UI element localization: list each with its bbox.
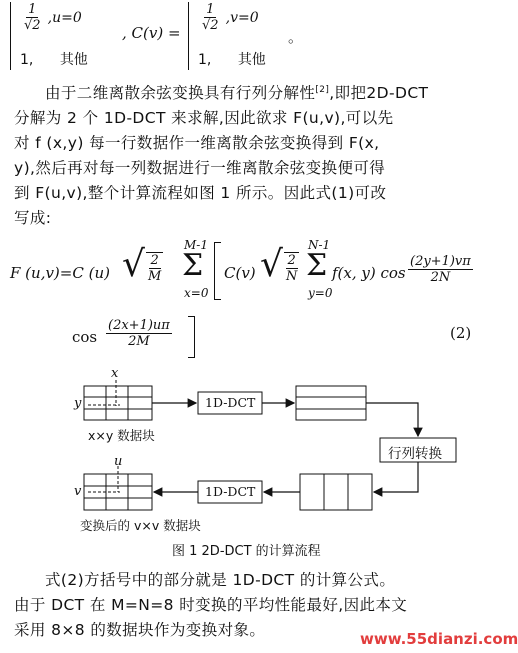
reference-2: [2] xyxy=(315,85,330,95)
c-v-case1-condition: ,v=0 xyxy=(225,10,259,26)
eq2-right-bracket xyxy=(188,316,195,358)
eq2-cos1-fraction: $\frac{(2y+1)v\pi}{2N}$ xyxy=(410,254,471,285)
formula-end-mark: 。 xyxy=(288,28,304,46)
eq2-sum1-top: M-1 xyxy=(184,238,208,252)
c-u-case2-value: 1, xyxy=(20,52,34,68)
eq2-lhs: F (u,v)=C (u) xyxy=(10,264,110,282)
c-v-label: , C(v) = xyxy=(122,24,181,42)
c-u-case1-fraction: $\frac{1}{√2}$ xyxy=(24,2,41,33)
label-u: u xyxy=(114,454,123,469)
eq2-sqrt1-fraction: $\frac{2}{M}$ xyxy=(148,253,162,284)
eq2-sum1-bottom: x=0 xyxy=(184,286,209,300)
eq2-sqrt2: √ xyxy=(260,244,283,285)
arrow-rows-to-transpose xyxy=(366,403,418,436)
para1-line6: 写成: xyxy=(14,209,52,228)
left-brace xyxy=(10,2,17,70)
dct-label-bottom: 1D-DCT xyxy=(205,484,256,499)
para1-line3: 对 f (x,y) 每一行数据作一维离散余弦变换得到 F(x, xyxy=(14,134,380,153)
input-data-block xyxy=(84,380,152,420)
para2-line3: 采用 8×8 的数据块作为变换对象。 xyxy=(14,621,266,639)
c-u-case2-condition: 其他 xyxy=(59,52,88,68)
watermark: www.55dianzi.com xyxy=(360,630,518,648)
eq2-cos2-fraction: $\frac{(2x+1)u\pi}{2M}$ xyxy=(108,318,170,349)
caption-output-block: 变换后的 v×v 数据块 xyxy=(80,518,201,533)
eq2-sum2-bottom: y=0 xyxy=(308,286,333,300)
label-v: v xyxy=(74,484,82,499)
figure-1 xyxy=(0,366,500,566)
eq2-left-bracket xyxy=(214,242,221,300)
row-transformed-block xyxy=(296,386,366,420)
para2-line1: 式(2)方括号中的部分就是 1D-DCT 的计算公式。 xyxy=(45,571,396,589)
c-v-case2-value: 1, xyxy=(198,52,212,68)
eq2-sum2-sigma: Σ xyxy=(306,248,328,283)
top-formula xyxy=(10,2,490,72)
figure-caption: 图 1 2D-DCT 的计算流程 xyxy=(172,544,321,559)
eq2-f-term: f(x, y) cos xyxy=(332,264,406,282)
para1-line1: 由于二维离散余弦变换具有行列分解性 xyxy=(45,84,316,103)
para1-line5: 到 F(u,v),整个计算流程如图 1 所示。因此式(1)可改 xyxy=(14,184,387,203)
eq2-number: (2) xyxy=(450,324,472,342)
c-v-case1-fraction: $\frac{1}{√2}$ xyxy=(202,2,219,33)
right-brace xyxy=(188,2,195,70)
c-u-case1-condition: ,u=0 xyxy=(47,10,82,26)
label-x: x xyxy=(111,366,119,381)
column-block xyxy=(300,474,372,510)
arrow-transpose-to-columns xyxy=(374,462,418,492)
eq2-inner-c: C(v) xyxy=(224,264,256,282)
eq2-sum1-sigma: Σ xyxy=(182,248,204,283)
eq2-sqrt1: √ xyxy=(122,244,145,285)
para1-line1-tail: ,即把2D-DCT xyxy=(329,84,429,103)
eq2-sqrt2-fraction: $\frac{2}{N}$ xyxy=(286,253,298,284)
transpose-label: 行列转换 xyxy=(388,446,442,462)
dct-label-top: 1D-DCT xyxy=(205,395,256,410)
equation-2 xyxy=(10,236,490,364)
output-data-block xyxy=(84,466,152,510)
label-y: y xyxy=(74,396,82,411)
c-v-case2-condition: 其他 xyxy=(237,52,266,68)
para1-line4: y),然后再对每一列数据进行一维离散余弦变换便可得 xyxy=(14,159,386,178)
para2-line2: 由于 DCT 在 M=N=8 时变换的平均性能最好,因此本文 xyxy=(14,596,408,614)
paragraph-1 xyxy=(14,78,488,231)
eq2-sum2-top: N-1 xyxy=(308,238,331,252)
caption-input-block: x×y 数据块 xyxy=(88,428,155,443)
eq2-line2-cos: cos xyxy=(72,328,98,346)
para1-line2: 分解为 2 个 1D-DCT 来求解,因此欲求 F(u,v),可以先 xyxy=(14,109,394,128)
